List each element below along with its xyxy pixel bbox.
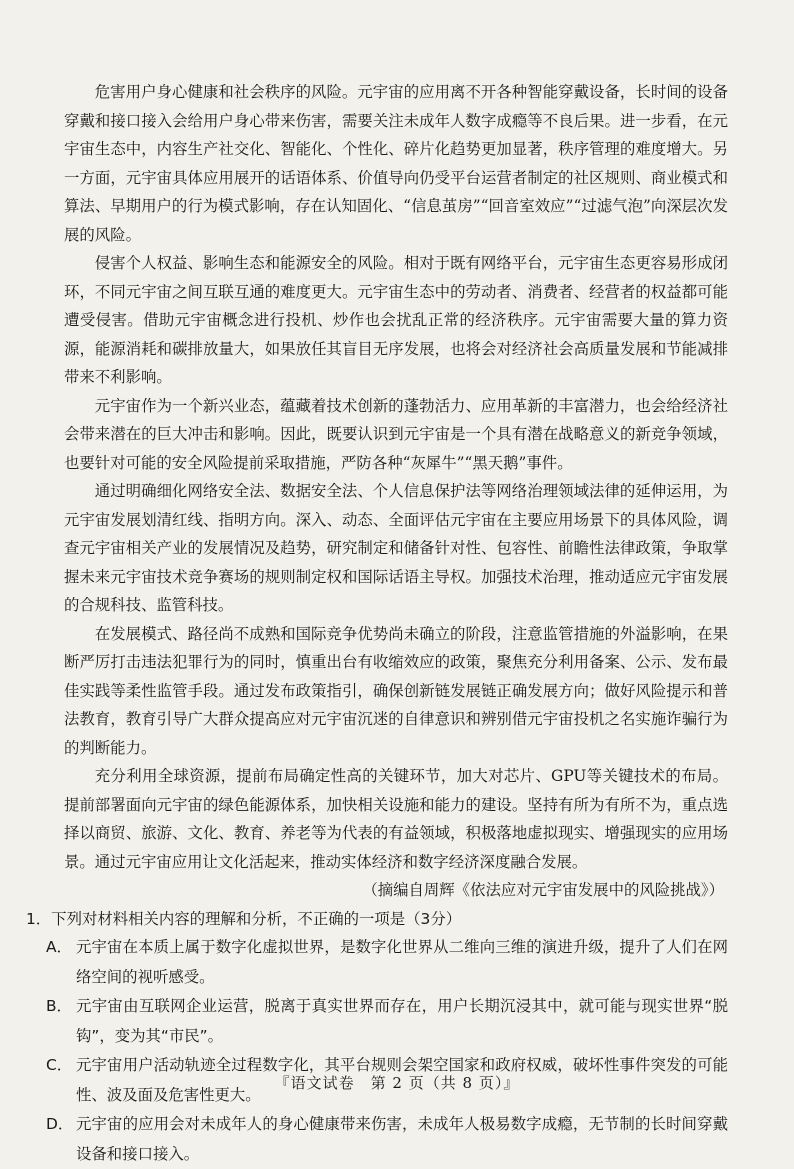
- option-b: [46, 992, 728, 1051]
- paragraph-4: 通过明确细化网络安全法、数据安全法、个人信息保护法等网络治理领域法律的延伸运用，为元宇宙发展划清红线、指明方向。深入、动态、全面评估元宇宙在主要应用场景下的具体风险，调查元宇宙相关产业的发展情况及趋势，研究制定和储备针对性、包容性、前瞻性法律政策，争取掌握未来元宇宙技术竞争赛场的规则制定权和国际话语主导权。加强技术治理，推动适应元宇宙发展的合规科技、监管科技。: [64, 477, 728, 620]
- option-letter: B．: [46, 992, 76, 1051]
- option-letter: C．: [46, 1051, 76, 1110]
- source-citation: （摘编自周辉《依法应对元宇宙发展中的风险挑战》）: [64, 876, 728, 905]
- document-body: [64, 78, 728, 1169]
- paragraph-6: 充分利用全球资源，提前布局确定性高的关键环节，加大对芯片、GPU等关键技术的布局。提前部署面向元宇宙的绿色能源体系，加快相关设施和能力的建设。坚持有所为有所不为，重点选择以商贸、旅游、文化、教育、养老等为代表的有益领域，积极落地虚拟现实、增强现实的应用场景。通过元宇宙应用让文化活起来，推动实体经济和数字经济深度融合发展。: [64, 762, 728, 876]
- paragraph-3: 元宇宙作为一个新兴业态，蕴藏着技术创新的蓬勃活力、应用革新的丰富潜力，也会给经济社会带来潜在的巨大冲击和影响。因此，既要认识到元宇宙是一个具有潜在战略意义的新竞争领域，也要针对可能的安全风险提前采取措施，严防各种“灰犀牛”“黑天鹅”事件。: [64, 392, 728, 478]
- option-letter: A．: [46, 933, 76, 992]
- option-text: 元宇宙在本质上属于数字化虚拟世界，是数字化世界从二维向三维的演进升级，提升了人们在网络空间的视听感受。: [76, 933, 728, 992]
- paragraph-1: 危害用户身心健康和社会秩序的风险。元宇宙的应用离不开各种智能穿戴设备，长时间的设备穿戴和接口接入会给用户身心带来伤害，需要关注未成年人数字成瘾等不良后果。进一步看，在元宇宙生态中，内容生产社交化、智能化、个性化、碎片化趋势更加显著，秩序管理的难度增大。另一方面，元宇宙具体应用展开的话语体系、价值导向仍受平台运营者制定的社区规则、商业模式和算法、早期用户的行为模式影响，存在认知固化、“信息茧房”“回音室效应”“过滤气泡”向深层次发展的风险。: [64, 78, 728, 249]
- option-text: 元宇宙的应用会对未成年人的身心健康带来伤害，未成年人极易数字成瘾，无节制的长时间穿戴设备和接口接入。: [76, 1110, 728, 1169]
- option-letter: D．: [46, 1110, 76, 1169]
- question-title: 1．下列对材料相关内容的理解和分析，不正确的一项是（3分）: [26, 905, 728, 934]
- option-a: [46, 933, 728, 992]
- option-d: [46, 1110, 728, 1169]
- paragraph-5: 在发展模式、路径尚不成熟和国际竞争优势尚未确立的阶段，注意监管措施的外溢影响，在果断严厉打击违法犯罪行为的同时，慎重出台有收缩效应的政策，聚焦充分利用备案、公示、发布最佳实践等柔性监管手段。通过发布政策指引，确保创新链发展链正确发展方向；做好风险提示和普法教育，教育引导广大群众提高应对元宇宙沉迷的自律意识和辨别借元宇宙投机之名实施诈骗行为的判断能力。: [64, 620, 728, 763]
- option-text: 元宇宙由互联网企业运营，脱离于真实世界而存在，用户长期沉浸其中，就可能与现实世界“脱钩”，变为其“市民”。: [76, 992, 728, 1051]
- question-1: [64, 905, 728, 1169]
- paragraph-2: 侵害个人权益、影响生态和能源安全的风险。相对于既有网络平台，元宇宙生态更容易形成闭环，不同元宇宙之间互联互通的难度更大。元宇宙生态中的劳动者、消费者、经营者的权益都可能遭受侵害。借助元宇宙概念进行投机、炒作也会扰乱正常的经济秩序。元宇宙需要大量的算力资源，能源消耗和碳排放量大，如果放任其盲目无序发展，也将会对经济社会高质量发展和节能减排带来不利影响。: [64, 249, 728, 392]
- option-text: 元宇宙用户活动轨迹全过程数字化，其平台规则会架空国家和政府权威，破坏性事件突发的可能性、波及面及危害性更大。: [76, 1051, 728, 1110]
- page-footer: 『语文试卷 第 2 页（共 8 页）』: [0, 1072, 794, 1093]
